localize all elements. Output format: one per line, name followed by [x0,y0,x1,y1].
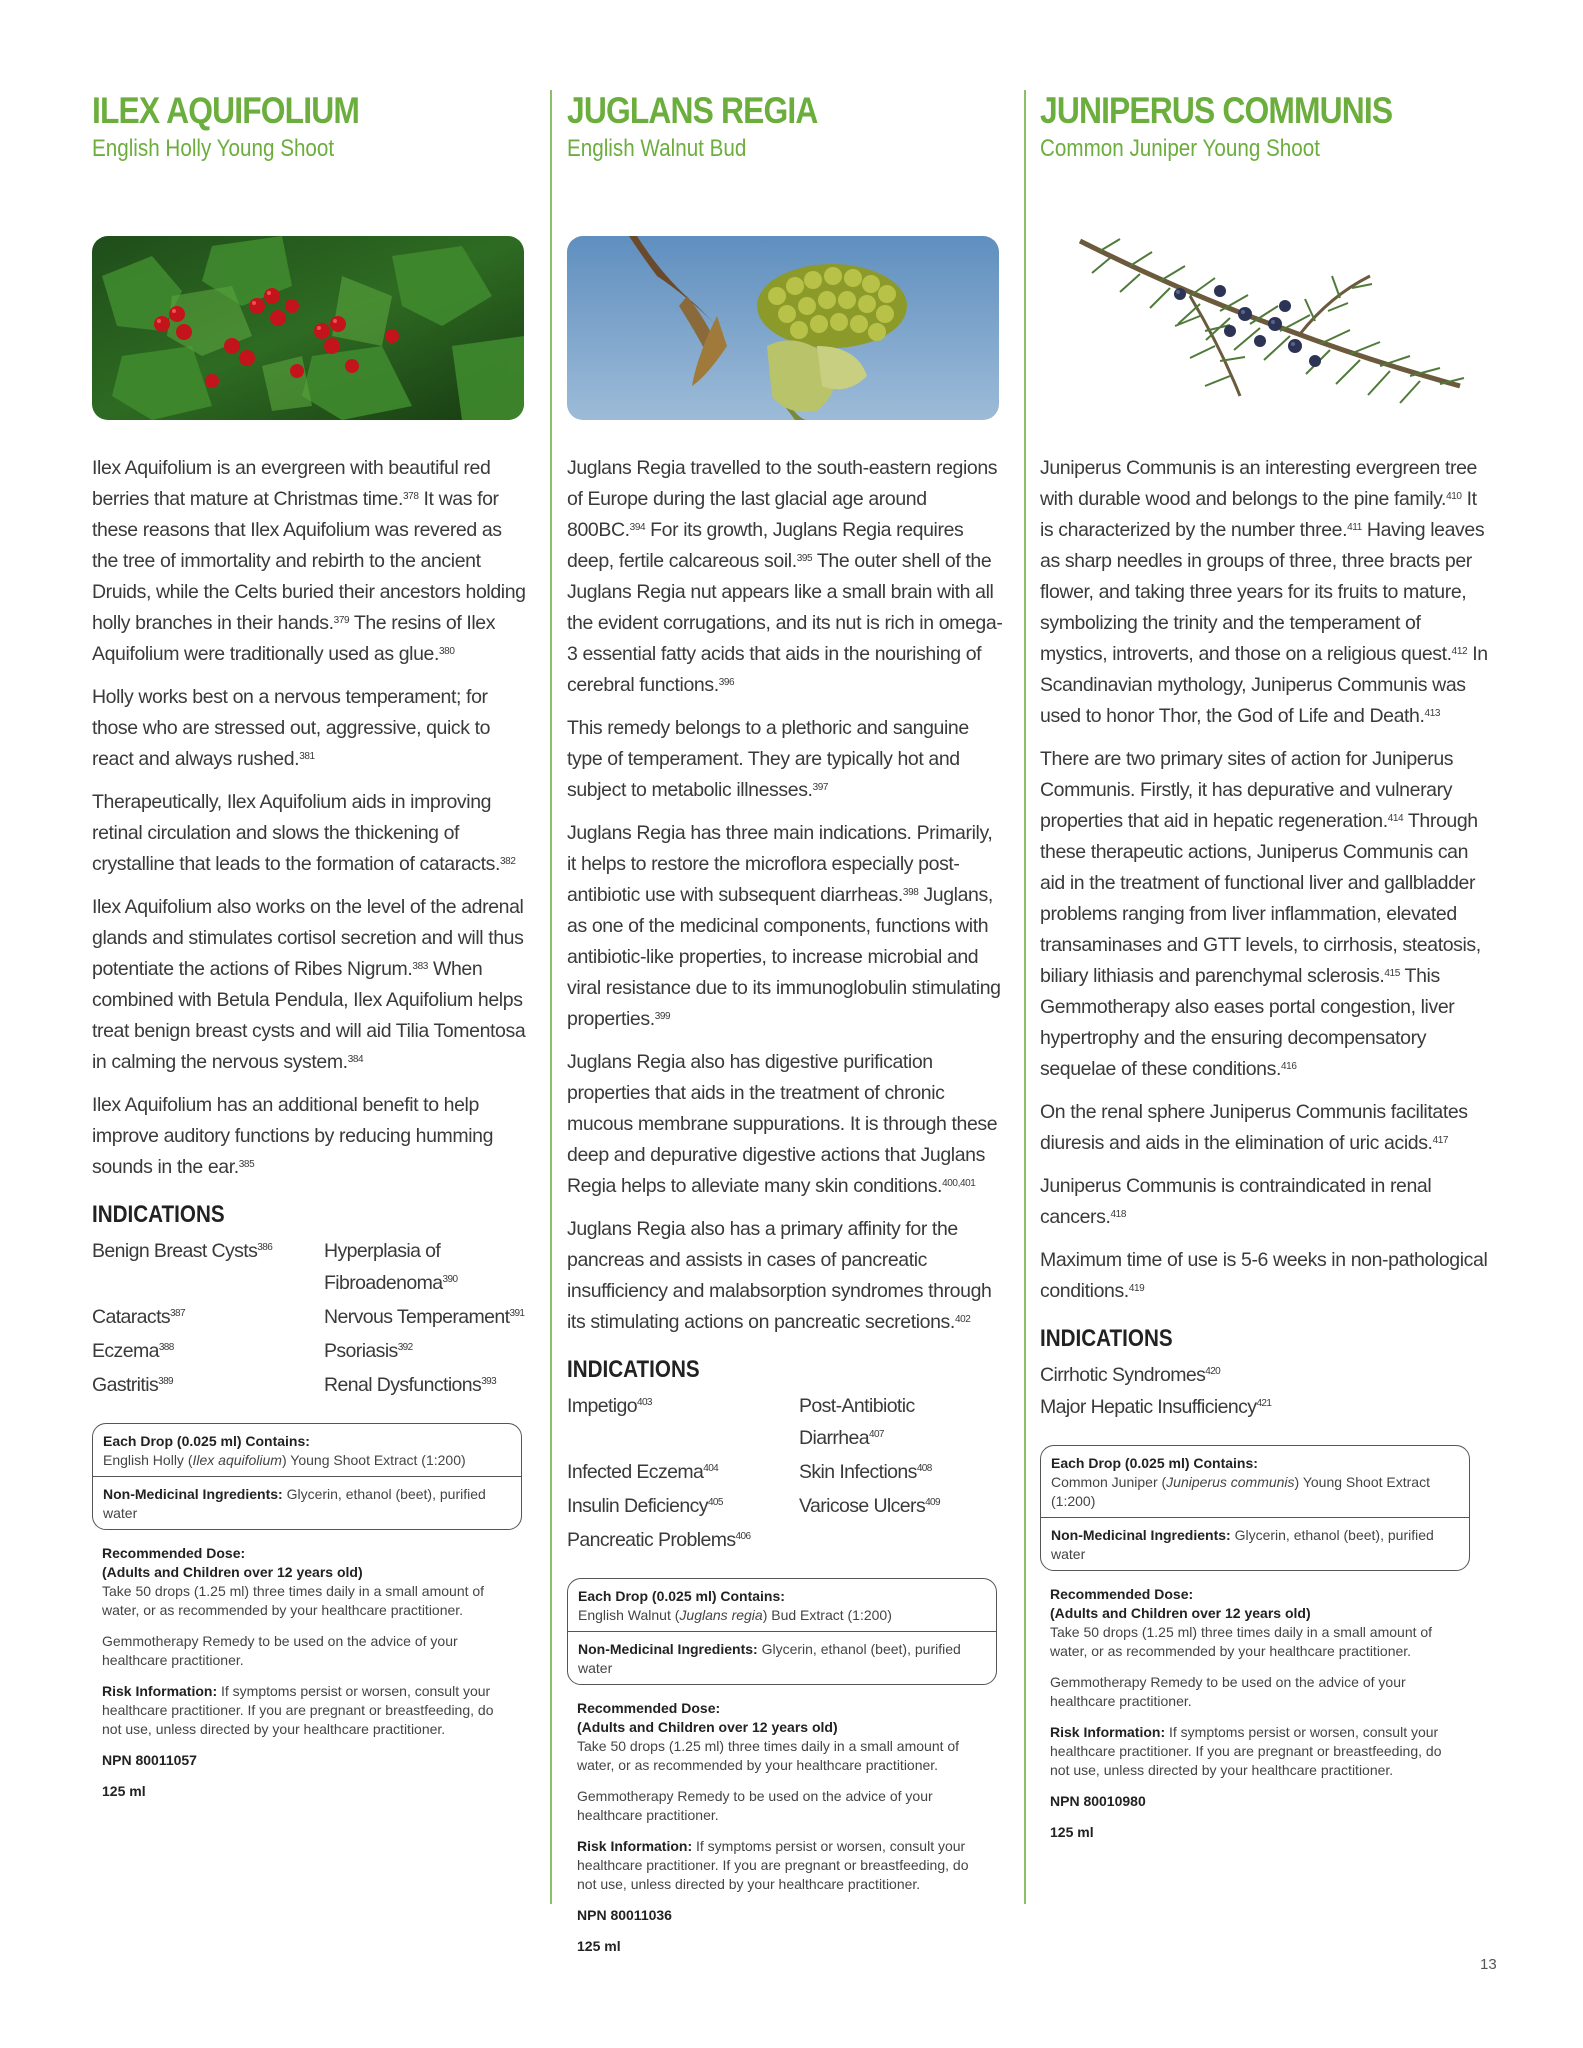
product-column-juglans [567,88,1003,1954]
description-paragraph: On the renal sphere Juniperus Communis facilitates diuresis and aids in the elimination of uric acids.$^{417}$ [1040,1101,1468,1154]
description-paragraph: Juglans Regia also has a primary affinity for the pancreas and assists in cases of pancreatic insufficiency and malabsorption syndromes through its stimulating actions on pancreatic secretions.$^{402}$ [567,1218,992,1333]
product-column-ilex [92,88,528,1799]
product-column-juniperus [1040,88,1490,1840]
indications-heading: INDICATIONS [92,1201,225,1228]
npn-number: NPN 80011036 [577,1907,672,1923]
column-divider [1024,90,1026,1904]
description-paragraph: Maximum time of use is 5-6 weeks in non-pathological conditions.$^{419}$ [1040,1249,1488,1302]
contains-section: Each Drop (0.025 ml) Contains: English Holly (Ilex aquifolium) Young Shoot Extract (1:200) [103,1433,466,1468]
product-title: ILEX AQUIFOLIUM [92,90,359,131]
holly-berries-photo [92,236,524,420]
description-paragraph: Ilex Aquifolium has an additional benefit to help improve auditory functions by reducing humming sounds in the ear.$^{385}$ [92,1094,494,1178]
product-title: JUGLANS REGIA [567,90,818,131]
walnut-bud-photo [567,236,999,420]
ingredients-box [567,1578,997,1685]
indication-item: Psoriasis$^{392}$ [324,1340,413,1362]
volume: 125 ml [1050,1824,1094,1840]
npn-number: NPN 80010980 [1050,1793,1146,1809]
volume: 125 ml [102,1783,146,1799]
indication-item: Renal Dysfunctions$^{393}$ [324,1374,497,1396]
indication-item: Benign Breast Cysts$^{386}$ [92,1240,273,1262]
indication-item: Post-Antibiotic Diarrhea$^{407}$ [799,1395,915,1449]
description-paragraph: Ilex Aquifolium also works on the level of the adrenal glands and stimulates cortisol secretion and will thus potentiate the actions of Ribes Nigrum.$^{383}$ When combined with Betula Pendula, Ilex Aquifolium helps treat benign breast cysts and will aid Tilia Tomentosa in calming the nervous system.$^{384}$ [92,896,526,1073]
indications-list [1040,1359,1490,1423]
juniper-branch-photo [1070,236,1470,420]
contains-section: Each Drop (0.025 ml) Contains: Common Juniper (Juniperus communis) Young Shoot Extract (1:200) [1051,1455,1430,1509]
non-medicinal-section: Non-Medicinal Ingredients: Glycerin, ethanol (beet), purified water [93,1476,521,1529]
description-paragraph: Therapeutically, Ilex Aquifolium aids in improving retinal circulation and slows the thickening of crystalline that leads to the formation of cataracts.$^{382}$ [92,791,516,875]
product-subtitle: English Holly Young Shoot [92,135,335,162]
indication-item: Pancreatic Problems$^{406}$ [567,1529,751,1551]
description-paragraph: Ilex Aquifolium is an evergreen with beautiful red berries that mature at Christmas time.$^{378}$ It was for these reasons that Ilex Aquifolium was revered as the tree of immortality and rebirth to the ancient Druids, while the Celts buried their ancestors holding holly branches in their hands.$^{379}$ The resins of Ilex Aquifolium were traditionally used as glue.$^{380}$ [92,457,526,665]
product-subtitle: Common Juniper Young Shoot [1040,135,1320,162]
non-medicinal-section: Non-Medicinal Ingredients: Glycerin, ethanol (beet), purified water [1041,1517,1469,1570]
description-paragraph: Juglans Regia has three main indications. Primarily, it helps to restore the microflora especially post-antibiotic use with subsequent diarrheas.$^{398}$ Juglans, as one of the medicinal components, functions with antibiotic-like properties, to increase microbial and viral resistance due to its immunoglobulin stimulating properties.$^{399}$ [567,822,1001,1030]
npn-number: NPN 80011057 [102,1752,197,1768]
indication-item: Hyperplasia of Fibroadenoma$^{390}$ [324,1240,458,1294]
indications-list [92,1235,528,1401]
indication-item: Nervous Temperament$^{391}$ [324,1306,525,1328]
description-paragraph: This remedy belongs to a plethoric and sanguine type of temperament. They are typically hot and subject to metabolic illnesses.$^{397}$ [567,717,969,801]
indication-item: Gastritis$^{389}$ [92,1374,173,1396]
product-subtitle: English Walnut Bud [567,135,747,162]
indication-item: Infected Eczema$^{404}$ [567,1461,719,1483]
product-title: JUNIPERUS COMMUNIS [1040,90,1393,131]
product-body [92,453,528,1813]
volume: 125 ml [577,1938,621,1954]
indication-item: Skin Infections$^{408}$ [799,1461,932,1483]
dosage-info: Recommended Dose: (Adults and Children over 12 years old) Take 50 drops (1.25 ml) three times daily in a small amount of water, or as recommended by your healthcare practitioner. Gemmotherapy Remedy to be used on the advice of your healthcare practitioner. Risk Information: If symptoms persist or worsen, consult your healthcare practitioner. If you are pregnant or breastfeeding, do not use, unless directed by your healthcare practitioner. NPN 80011057 125 ml [92,1530,512,1801]
indications-heading: INDICATIONS [1040,1325,1173,1352]
description-paragraph: There are two primary sites of action for Juniperus Communis. Firstly, it has depurative and vulnerary properties that aid in hepatic regeneration.$^{414}$ Through these therapeutic actions, Juniperus Communis can aid in the treatment of functional liver and gallbladder problems ranging from liver inflammation, elevated transaminases and GTT levels, to cirrhosis, steatosis, biliary lithiasis and parenchymal sclerosis.$^{415}$ This Gemmotherapy also eases portal congestion, liver hypertrophy and the ensuring decompensatory sequelae of these conditions.$^{416}$ [1040,748,1481,1080]
contains-section: Each Drop (0.025 ml) Contains: English Walnut (Juglans regia) Bud Extract (1:200) [578,1588,892,1623]
indication-item: Varicose Ulcers$^{409}$ [799,1495,940,1517]
dosage-info: Recommended Dose: (Adults and Children over 12 years old) Take 50 drops (1.25 ml) three times daily in a small amount of water, or as recommended by your healthcare practitioner. Gemmotherapy Remedy to be used on the advice of your healthcare practitioner. Risk Information: If symptoms persist or worsen, consult your healthcare practitioner. If you are pregnant or breastfeeding, do not use, unless directed by your healthcare practitioner. NPN 80011036 125 ml [567,1685,987,1956]
indication-item: Cataracts$^{387}$ [92,1306,185,1328]
indication-item: Impetigo$^{403}$ [567,1395,652,1417]
indication-item: Major Hepatic Insufficiency$^{421}$ [1040,1396,1272,1418]
page-number: 13 [1480,1956,1497,1973]
indication-item: Eczema$^{388}$ [92,1340,174,1362]
dosage-info: Recommended Dose: (Adults and Children over 12 years old) Take 50 drops (1.25 ml) three times daily in a small amount of water, or as recommended by your healthcare practitioner. Gemmotherapy Remedy to be used on the advice of your healthcare practitioner. Risk Information: If symptoms persist or worsen, consult your healthcare practitioner. If you are pregnant or breastfeeding, do not use, unless directed by your healthcare practitioner. NPN 80010980 125 ml [1040,1571,1460,1842]
description-paragraph: Juglans Regia travelled to the south-eastern regions of Europe during the last glacial age around 800BC.$^{394}$ For its growth, Juglans Regia requires deep, fertile calcareous soil.$^{395}$ The outer shell of the Juglans Regia nut appears like a small brain with all the evident corrugations, and its nut is rich in omega-3 essential fatty acids that aids in the nourishing of cerebral functions.$^{396}$ [567,457,1003,696]
column-divider [550,90,552,1904]
description-paragraph: Juniperus Communis is contraindicated in renal cancers.$^{418}$ [1040,1175,1432,1228]
non-medicinal-section: Non-Medicinal Ingredients: Glycerin, ethanol (beet), purified water [568,1631,996,1684]
description-paragraph: Holly works best on a nervous temperament; for those who are stressed out, aggressive, quick to react and always rushed.$^{381}$ [92,686,491,770]
indication-item: Cirrhotic Syndromes$^{420}$ [1040,1364,1221,1386]
product-body [567,453,1003,1968]
product-body [1040,453,1490,1854]
indications-list [567,1390,1003,1556]
description-paragraph: Juglans Regia also has digestive purification properties that aids in the treatment of chronic mucous membrane suppurations. It is through these deep and depurative digestive actions that Juglans Regia helps to alleviate many skin conditions.$^{400,401}$ [567,1051,998,1197]
description-paragraph: Juniperus Communis is an interesting evergreen tree with durable wood and belongs to the pine family.$^{410}$ It is characterized by the number three.$^{411}$ Having leaves as sharp needles in groups of three, three bracts per flower, and taking three years for its fruits to mature, symbolizing the trinity and the temperament of mystics, introverts, and those on a religious quest.$^{412}$ In Scandinavian mythology, Juniperus Communis was used to honor Thor, the God of Life and Death.$^{413}$ [1040,457,1488,727]
indications-heading: INDICATIONS [567,1356,700,1383]
indication-item: Insulin Deficiency$^{405}$ [567,1495,723,1517]
ingredients-box [1040,1445,1470,1571]
ingredients-box [92,1423,522,1530]
